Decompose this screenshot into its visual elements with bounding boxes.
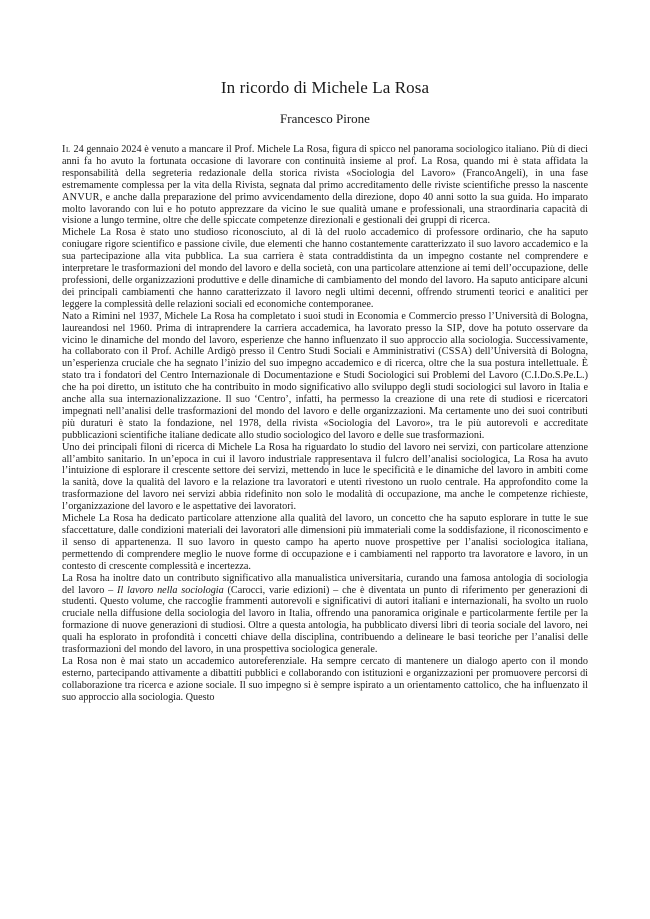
acronym-cssa: CSSA	[441, 346, 469, 358]
paragraph-1-text-b: , e anche dalla preparazione del primo avvicendamento della direzione, dopo 40 anni sotto la sua guida. Ho imparato molto lavorando con lui e ho potuto apprezzare da vicino le sue qualità umane e professionali, una straordinaria capacità di visione a lungo termine, oltre che delle spiccate competenze direzionali e gestionali dei gruppi di ricerca.	[62, 191, 588, 227]
paragraph-6-text-b: (Carocci, varie edizioni) – che è diventata un punto di riferimento per generazioni di studenti. Questo volume, che raccoglie frammenti autorevoli e significativi di autori italiani e internazionali, ha svolto un ruolo cruciale nella diffusione della sociologia del lavoro in Italia, offrendo una panoramica originale e particolarmente fertile per la formazione di nuove generazioni di studiosi. Oltre a questa antologia, ha pubblicato diversi libri di teoria sociale del lavoro, nei quali ha esplorato in profondità i concetti chiave della disciplina, contribuendo a delineare le basi teoriche per l’analisi delle trasformazioni del mondo del lavoro, in una prospettiva sociologica generale.	[62, 584, 588, 656]
article-body	[62, 144, 588, 704]
paragraph-1	[62, 144, 588, 227]
paragraph-6-text-a: La Rosa ha inoltre dato un contributo significativo alla manualistica universitaria, curando una famosa antologia di sociologia del lavoro –	[62, 572, 588, 596]
paragraph-2: Michele La Rosa è stato uno studioso riconosciuto, al di là del ruolo accademico di professore ordinario, che ha saputo coniugare rigore scientifico e passione civile, due elementi che hanno costantemente caratterizzato il suo lavoro accademico e la sua partecipazione alla vita pubblica. La sua carriera è stata contraddistinta da un impegno costante nel comprendere e interpretare le trasformazioni del mondo del lavoro e della società, con una particolare attenzione ai temi dell’occupazione, delle professioni, delle organizzazioni produttive e delle dinamiche di cambiamento del mondo del lavoro. Ha saputo anticipare alcuni dei principali cambiamenti che hanno caratterizzato il lavoro negli ultimi decenni, offrendo strumenti teorici e analitici per leggere la complessità delle relazioni sociali ed economiche contemporanee.	[62, 227, 588, 310]
paragraph-7: La Rosa non è mai stato un accademico autoreferenziale. Ha sempre cercato di mantenere un dialogo aperto con il mondo esterno, partecipando attivamente a dibattiti pubblici e collaborando con istituzioni e organizzazioni per promuovere percorsi di collaborazione tra ricerca e azione sociale. Il suo impegno si è sempre ispirato a un orientamento cattolico, che ha influenzato il suo approccio alla sociologia. Questo	[62, 655, 588, 703]
lead-word: Il	[62, 144, 71, 155]
paragraph-3	[62, 311, 588, 442]
paragraph-5: Michele La Rosa ha dedicato particolare attenzione alla qualità del lavoro, un concetto che ha saputo esplorare in tutte le sue sfaccettature, dalle condizioni materiali dei lavoratori alle dimensioni più immateriali come la soddisfazione, il riconoscimento e il senso di appartenenza. Il suo lavoro in questo campo ha aperto nuove prospettive per l’analisi sociologica italiana, permettendo di comprendere meglio le nuove forme di occupazione e i cambiamenti nel rapporto tra lavoratore e lavoro, in un contesto di crescente complessità e incertezza.	[62, 513, 588, 572]
paragraph-1-text-a: 24 gennaio 2024 è venuto a mancare il Prof. Michele La Rosa, figura di spicco nel panorama sociologico italiano. Più di dieci anni fa ho avuto la fortunata occasione di lavorare con continuità insieme al prof. La Rosa, quando mi è stata affidata la responsabilità della segreteria redazionale della storica rivista «Sociologia del Lavoro» (FrancoAngeli), in una fase estremamente complessa per la vita della Rivista, segnata dal primo accreditamento delle riviste scientifiche presso la nascente	[62, 144, 588, 191]
paragraph-3-text-a: Nato a Rimini nel 1937, Michele La Rosa ha completato i suoi studi in Economia e Commercio presso l’Università di Bologna, laureandosi nel 1960. Prima di intraprendere la carriera accademica, ha lavorato presso la	[62, 310, 588, 334]
acronym-sip: SIP	[446, 322, 463, 334]
paragraph-4: Uno dei principali filoni di ricerca di Michele La Rosa ha riguardato lo studio del lavoro nei servizi, con particolare attenzione all’ambito sanitario. In un’epoca in cui il lavoro industriale rappresentava il fulcro dell’analisi sociologica, La Rosa ha avuto l’intuizione di esplorare il crescente settore dei servizi, mettendo in luce le specificità e le dinamiche del lavoro in ambiti come la sanità, dove la qualità del lavoro e la relazione tra lavoratori e utenti rivestono un ruolo centrale. Ha approfondito come la trasformazione del lavoro nei servizi abbia ridefinito non solo le modalità di occupazione, ma anche le competenze richieste, l’organizzazione del lavoro e le aspettative dei lavoratori.	[62, 441, 588, 513]
article-title: In ricordo di Michele La Rosa	[220, 78, 430, 97]
article-author: Francesco Pirone	[280, 111, 370, 126]
paragraph-6	[62, 573, 588, 656]
book-title: Il lavoro nella sociologia	[117, 584, 224, 596]
acronym-anvur: ANVUR	[62, 191, 100, 203]
paragraph-3-text-b: , dove ha potuto osservare da vicino le dinamiche del mondo del lavoro, esperienze che hanno influenzato il suo approccio alla sociologia. Successivamente, ha collaborato con il Prof. Achille Ardigò presso il Centro Studi Sociali e Amministrativi (	[62, 322, 588, 358]
paragraph-3-text-c: ) dell’Università di Bologna, un’esperienza cruciale che ha segnato l’inizio del suo impegno accademico e di ricerca, oltre che la sua postura intellettuale. È stato tra i fondatori del Centro Internazionale di Documentazione e Studi Sociologici sui Problemi del Lavoro (C.I.Do.S.Pe.L.) che ha poi diretto, un istituto che ha contribuito in modo significativo allo sviluppo degli studi sociologici sul lavoro in Italia e anche alla sua internazionalizzazione. Il suo ‘Centro’, infatti, ha permesso la creazione di una rete di studiosi e ricercatori impegnati nell’analisi delle trasformazioni del mondo del lavoro e delle organizzazioni. Ma certamente uno dei suoi contributi più duraturi è stato la fondazione, nel 1978, della rivista «Sociologia del Lavoro», tra le più autorevoli e accreditate pubblicazioni scientifiche italiane dedicate allo studio sociologico del lavoro e delle sue trasformazioni.	[62, 346, 588, 441]
